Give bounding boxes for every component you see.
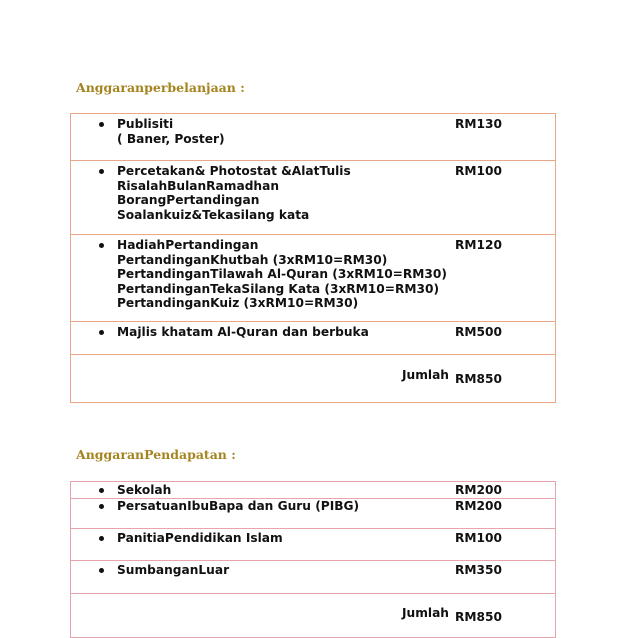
expense-heading: Anggaranperbelanjaan : [76,80,245,95]
income-item-cell [71,528,450,560]
expense-amount: RM130 [449,114,556,161]
bullet-icon [99,536,104,541]
expense-item-line: Publisiti [117,117,174,131]
income-item-label: PersatuanIbuBapa dan Guru (PIBG) [117,498,360,513]
expense-item-line: Soalankuiz&Tekasilang kata [117,207,310,222]
expense-item-line: PertandinganKhutbah (3xRM10=RM30) [117,252,388,267]
bullet-icon [99,243,104,248]
income-total-label: Jumlah [71,593,450,637]
income-item-label: Sekolah [117,483,172,497]
expense-total-amount: RM850 [449,355,556,403]
expense-total-row [71,355,556,403]
bullet-icon [99,568,104,573]
income-item-label: SumbanganLuar [117,562,230,577]
table-row [71,528,556,560]
expense-item-line: Majlis khatam Al-Quran dan berbuka [117,325,369,339]
bullet-icon [99,330,104,335]
expense-item-line: RisalahBulanRamadhan [117,178,279,193]
bullet-icon [99,504,104,509]
expense-table [70,113,556,403]
table-row [71,560,556,593]
expense-amount: RM120 [449,235,556,322]
table-row [71,498,556,528]
expense-amount: RM500 [449,322,556,355]
income-item-cell [71,560,450,593]
expense-item-line: ( Baner, Poster) [117,131,225,146]
income-amount: RM200 [449,482,556,499]
table-row [71,482,556,499]
expense-item-cell [71,235,450,322]
expense-item-cell [71,114,450,161]
bullet-icon [99,488,104,493]
expense-total-label: Jumlah [71,355,450,403]
expense-item-line: BorangPertandingan [117,193,260,207]
income-heading: AnggaranPendapatan : [76,447,236,462]
income-amount: RM100 [449,528,556,560]
table-row [71,114,556,161]
table-row [71,161,556,235]
income-amount: RM350 [449,560,556,593]
bullet-icon [99,122,104,127]
expense-item-line: PertandinganTilawah Al-Quran (3xRM10=RM30) [117,267,447,281]
expense-amount: RM100 [449,161,556,235]
table-row [71,322,556,355]
expense-item-line: PertandinganTekaSilang Kata (3xRM10=RM30) [117,281,440,296]
expense-item-line: HadiahPertandingan [117,238,259,252]
income-item-cell [71,482,450,499]
income-table [70,481,556,638]
table-row [71,235,556,322]
expense-item-line: PertandinganKuiz (3xRM10=RM30) [117,296,359,310]
bullet-icon [99,169,104,174]
expense-item-cell [71,322,450,355]
income-amount: RM200 [449,498,556,528]
income-total-row [71,593,556,637]
expense-item-cell [71,161,450,235]
income-item-cell [71,498,450,528]
income-item-label: PanitiaPendidikan Islam [117,530,283,545]
expense-item-line: Percetakan& Photostat &AlatTulis [117,164,351,178]
income-total-amount: RM850 [449,593,556,637]
